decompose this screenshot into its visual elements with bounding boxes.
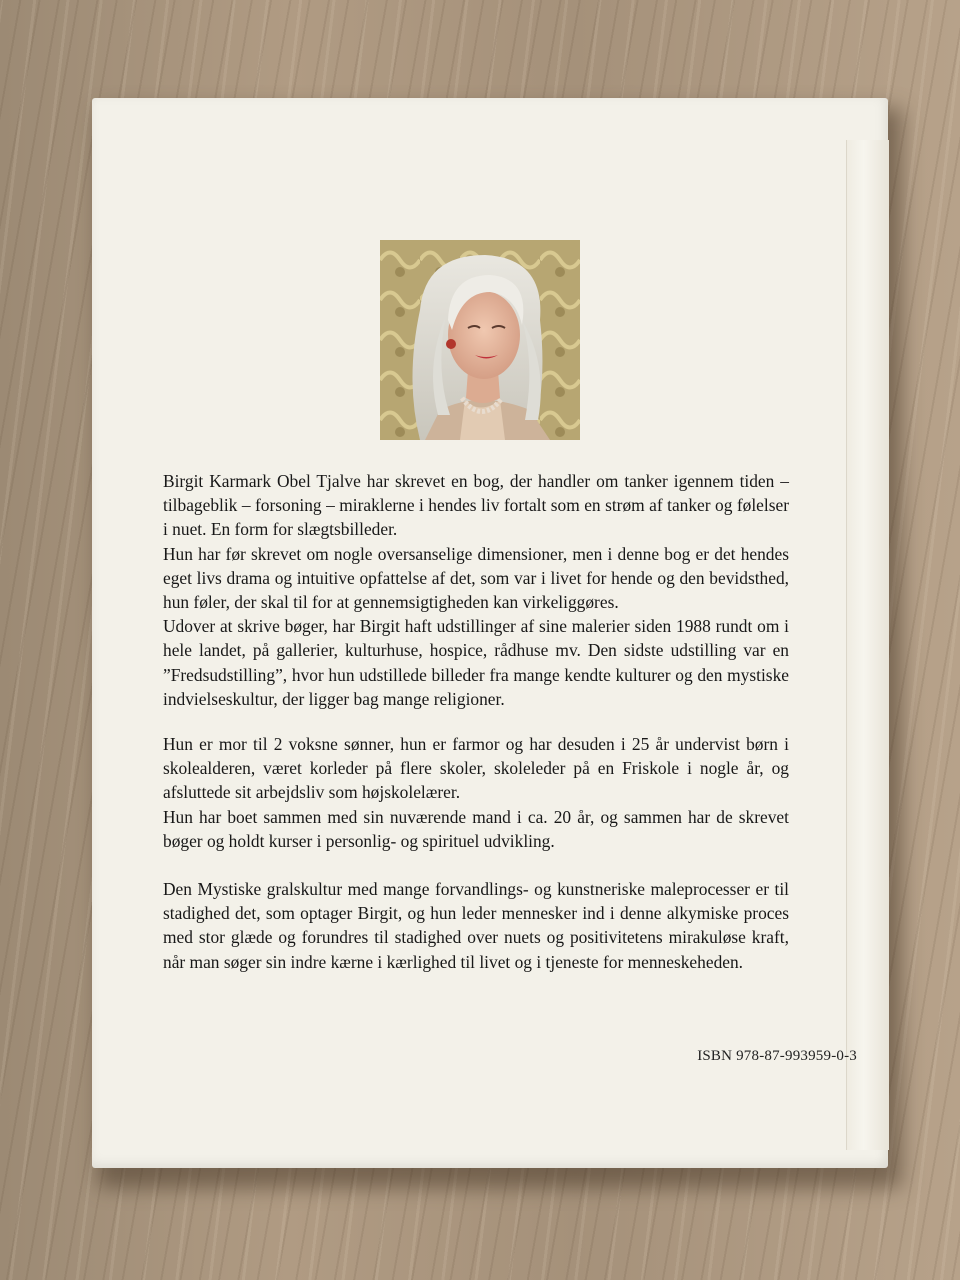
author-bio-block-3: [163, 877, 789, 974]
author-bio-block-2: [163, 732, 789, 853]
bio-paragraph: Hun er mor til 2 voksne sønner, hun er farmor og har desuden i 25 år undervist børn i skolealderen, været korleder på flere skoler, skoleleder på en Friskole i nogle år, og afsluttede sit arbejdsliv som højskolelærer.: [163, 734, 789, 803]
bio-paragraph: Birgit Karmark Obel Tjalve har skrevet en bog, der handler om tanker igennem tiden – tilbageblik – forsoning – miraklerne i hendes liv fortalt som en strøm af tanker og følelser i nuet. En form for slægtsbilleder.: [163, 471, 789, 540]
author-photo: [380, 240, 580, 440]
book-spine-edge: [846, 140, 889, 1150]
bio-paragraph: Udover at skrive bøger, har Birgit haft udstillinger af sine malerier siden 1988 rundt om i hele landet, på gallerier, kulturhuse, hospice, rådhuse mv. Den sidste udstilling var en ”Fredsudstilling”, hvor hun udstillede billeder fra mange kendte kulturer og den mystiske indvielseskultur, der ligger bag mange religioner.: [163, 616, 789, 709]
isbn-number: ISBN 978-87-993959-0-3: [697, 1048, 857, 1064]
author-bio-block-1: [163, 469, 789, 711]
bio-paragraph: Den Mystiske gralskultur med mange forvandlings- og kunstneriske maleprocesser er til stadighed det, som optager Birgit, og hun leder mennesker ind i denne alkymiske proces med stor glæde og forundres til stadighed over nuets og positivitetens mirakuløse kraft, når man søger sin indre kærne i kærlighed til livet og i tjeneste for menneskeheden.: [163, 879, 789, 972]
bio-paragraph: Hun har før skrevet om nogle oversanselige dimensioner, men i denne bog er det hendes eget livs drama og intuitive opfattelse af det, som var i livet for hende og den bevidsthed, hun føler, der skal til for at gennemsigtigheden kan virkeliggøres.: [163, 543, 789, 613]
author-portrait-image: [380, 240, 580, 440]
bio-paragraph: Hun har boet sammen med sin nuværende mand i ca. 20 år, og sammen har de skrevet bøger og holdt kurser i personlig- og spirituel udvikling.: [163, 806, 789, 851]
